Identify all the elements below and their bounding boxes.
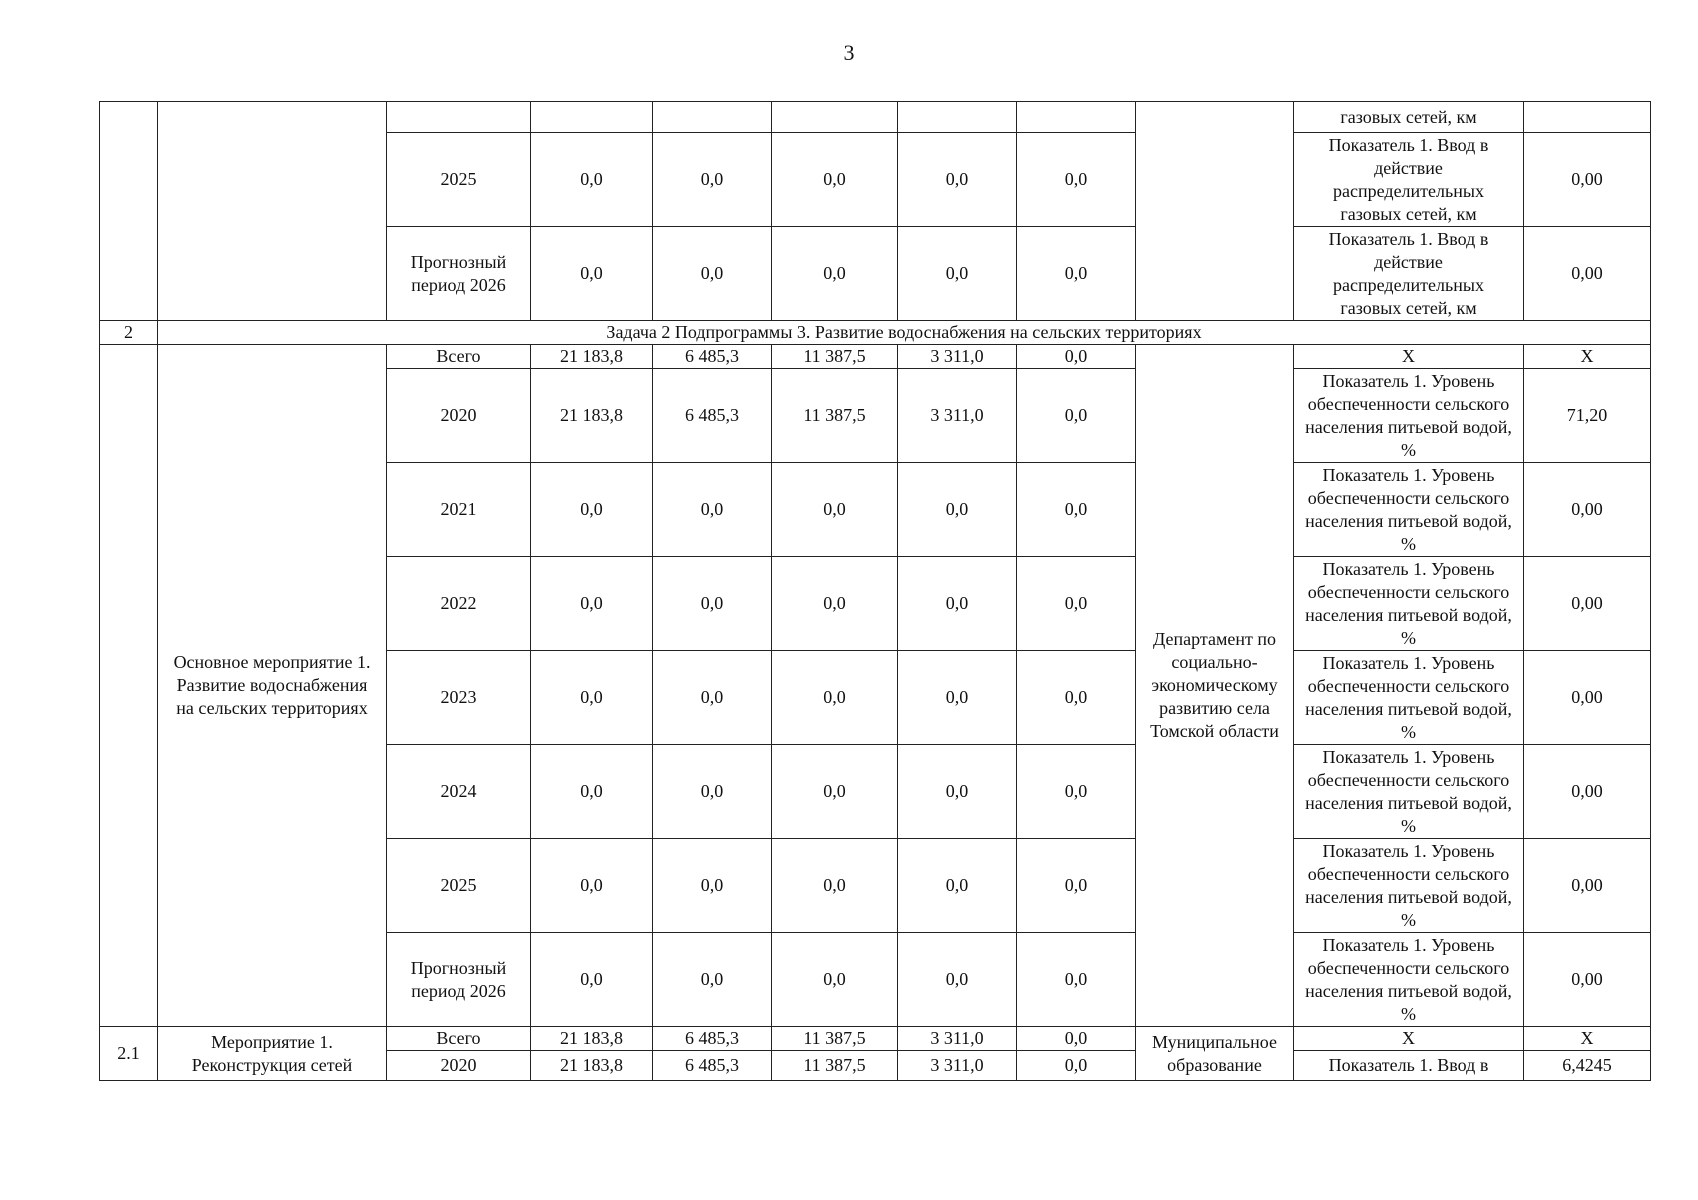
year-cell: 2020 <box>387 1051 531 1081</box>
total-cell: 21 183,8 <box>531 1027 653 1051</box>
value-cell: 0,0 <box>772 463 898 557</box>
total-cell: 0,0 <box>531 745 653 839</box>
executor-cell: Муниципальное образование <box>1136 1027 1294 1081</box>
total-cell: 0,0 <box>531 557 653 651</box>
value-cell: 3 311,0 <box>898 345 1017 369</box>
value-cell: 0,0 <box>772 557 898 651</box>
value-cell: 0,0 <box>772 933 898 1027</box>
value-cell: 0,0 <box>772 651 898 745</box>
total-cell: 0,0 <box>531 651 653 745</box>
indicator-value-cell: Х <box>1524 1027 1651 1051</box>
value-cell: 0,0 <box>653 133 772 227</box>
row-number-cell <box>100 345 158 1027</box>
total-cell: 0,0 <box>531 463 653 557</box>
indicator-value-cell: Х <box>1524 345 1651 369</box>
indicator-value-cell: 6,4245 <box>1524 1051 1651 1081</box>
year-cell: 2025 <box>387 133 531 227</box>
indicator-cell: Х <box>1294 345 1524 369</box>
year-cell: Прогнозный период 2026 <box>387 933 531 1027</box>
value-cell: 0,0 <box>1017 133 1136 227</box>
value-cell: 0,0 <box>898 745 1017 839</box>
value-cell: 0,0 <box>772 839 898 933</box>
task-title-cell: Задача 2 Подпрограммы 3. Развитие водоснабжения на сельских территориях <box>158 321 1651 345</box>
row-number-cell <box>100 102 158 321</box>
value-cell: 0,0 <box>1017 369 1136 463</box>
page-number: 3 <box>843 40 855 65</box>
row-number-cell: 2.1 <box>100 1027 158 1081</box>
indicator-value-cell: 0,00 <box>1524 463 1651 557</box>
year-cell: 2021 <box>387 463 531 557</box>
value-cell: 3 311,0 <box>898 369 1017 463</box>
indicator-value-cell: 0,00 <box>1524 745 1651 839</box>
value-cell <box>653 102 772 133</box>
indicator-value-cell: 71,20 <box>1524 369 1651 463</box>
value-cell: 0,0 <box>1017 933 1136 1027</box>
value-cell: 0,0 <box>653 651 772 745</box>
year-cell: Прогнозный период 2026 <box>387 227 531 321</box>
total-cell: 21 183,8 <box>531 1051 653 1081</box>
value-cell: 11 387,5 <box>772 1051 898 1081</box>
value-cell: 0,0 <box>653 745 772 839</box>
value-cell: 6 485,3 <box>653 1027 772 1051</box>
value-cell: 6 485,3 <box>653 1051 772 1081</box>
value-cell: 0,0 <box>653 933 772 1027</box>
value-cell: 0,0 <box>653 839 772 933</box>
indicator-value-cell: 0,00 <box>1524 557 1651 651</box>
year-cell: 2025 <box>387 839 531 933</box>
executor-cell <box>1136 102 1294 321</box>
year-cell: 2023 <box>387 651 531 745</box>
task-row <box>100 321 1651 345</box>
value-cell: 0,0 <box>1017 1027 1136 1051</box>
year-cell: Всего <box>387 1027 531 1051</box>
value-cell: 0,0 <box>653 227 772 321</box>
total-cell: 0,0 <box>531 227 653 321</box>
table-row <box>100 345 1651 369</box>
value-cell: 0,0 <box>1017 345 1136 369</box>
indicator-cell: Показатель 1. Ввод в <box>1294 1051 1524 1081</box>
indicator-value-cell: 0,00 <box>1524 651 1651 745</box>
year-cell: 2020 <box>387 369 531 463</box>
value-cell: 0,0 <box>1017 651 1136 745</box>
value-cell: 0,0 <box>1017 227 1136 321</box>
value-cell: 0,0 <box>1017 463 1136 557</box>
indicator-value-cell <box>1524 102 1651 133</box>
total-cell: 0,0 <box>531 933 653 1027</box>
value-cell: 11 387,5 <box>772 1027 898 1051</box>
year-cell <box>387 102 531 133</box>
table-row <box>100 102 1651 133</box>
task-number-cell: 2 <box>100 321 158 345</box>
total-cell: 21 183,8 <box>531 345 653 369</box>
indicator-cell: Показатель 1. Уровень обеспеченности сельского населения питьевой водой, % <box>1294 651 1524 745</box>
value-cell <box>898 102 1017 133</box>
value-cell: 6 485,3 <box>653 369 772 463</box>
year-cell: 2022 <box>387 557 531 651</box>
total-cell: 0,0 <box>531 133 653 227</box>
indicator-cell: Показатель 1. Уровень обеспеченности сельского населения питьевой водой, % <box>1294 557 1524 651</box>
value-cell: 0,0 <box>898 227 1017 321</box>
total-cell: 0,0 <box>531 839 653 933</box>
indicator-value-cell: 0,00 <box>1524 933 1651 1027</box>
value-cell: 0,0 <box>1017 557 1136 651</box>
value-cell: 0,0 <box>898 463 1017 557</box>
value-cell: 0,0 <box>653 557 772 651</box>
total-cell <box>531 102 653 133</box>
value-cell: 0,0 <box>898 557 1017 651</box>
indicator-cell: Показатель 1. Уровень обеспеченности сельского населения питьевой водой, % <box>1294 839 1524 933</box>
indicator-cell: газовых сетей, км <box>1294 102 1524 133</box>
main-event-name-cell: Основное мероприятие 1. Развитие водоснабжения на сельских территориях <box>158 345 387 1027</box>
value-cell: 0,0 <box>1017 839 1136 933</box>
value-cell <box>772 102 898 133</box>
value-cell: 6 485,3 <box>653 345 772 369</box>
value-cell: 0,0 <box>898 933 1017 1027</box>
value-cell: 0,0 <box>898 133 1017 227</box>
indicator-cell: Показатель 1. Ввод в действие распределительных газовых сетей, км <box>1294 133 1524 227</box>
value-cell: 0,0 <box>772 745 898 839</box>
program-table <box>99 101 1651 1081</box>
total-cell: 21 183,8 <box>531 369 653 463</box>
indicator-cell: Показатель 1. Уровень обеспеченности сельского населения питьевой водой, % <box>1294 369 1524 463</box>
indicator-cell: Показатель 1. Уровень обеспеченности сельского населения питьевой водой, % <box>1294 463 1524 557</box>
indicator-cell: Показатель 1. Уровень обеспеченности сельского населения питьевой водой, % <box>1294 745 1524 839</box>
year-cell: Всего <box>387 345 531 369</box>
indicator-value-cell: 0,00 <box>1524 839 1651 933</box>
value-cell: 0,0 <box>898 839 1017 933</box>
value-cell: 0,0 <box>653 463 772 557</box>
value-cell: 11 387,5 <box>772 345 898 369</box>
indicator-cell: Х <box>1294 1027 1524 1051</box>
indicator-value-cell: 0,00 <box>1524 133 1651 227</box>
value-cell: 0,0 <box>1017 1051 1136 1081</box>
value-cell: 0,0 <box>898 651 1017 745</box>
value-cell <box>1017 102 1136 133</box>
value-cell: 11 387,5 <box>772 369 898 463</box>
event-name-cell: Мероприятие 1. Реконструкция сетей <box>158 1027 387 1081</box>
indicator-value-cell: 0,00 <box>1524 227 1651 321</box>
indicator-cell: Показатель 1. Уровень обеспеченности сельского населения питьевой водой, % <box>1294 933 1524 1027</box>
value-cell: 0,0 <box>772 227 898 321</box>
executor-cell: Департамент по социально-экономическому развитию села Томской области <box>1136 345 1294 1027</box>
indicator-cell: Показатель 1. Ввод в действие распределительных газовых сетей, км <box>1294 227 1524 321</box>
table-row <box>100 1027 1651 1051</box>
value-cell: 3 311,0 <box>898 1027 1017 1051</box>
value-cell: 3 311,0 <box>898 1051 1017 1081</box>
year-cell: 2024 <box>387 745 531 839</box>
value-cell: 0,0 <box>1017 745 1136 839</box>
event-name-cell <box>158 102 387 321</box>
value-cell: 0,0 <box>772 133 898 227</box>
